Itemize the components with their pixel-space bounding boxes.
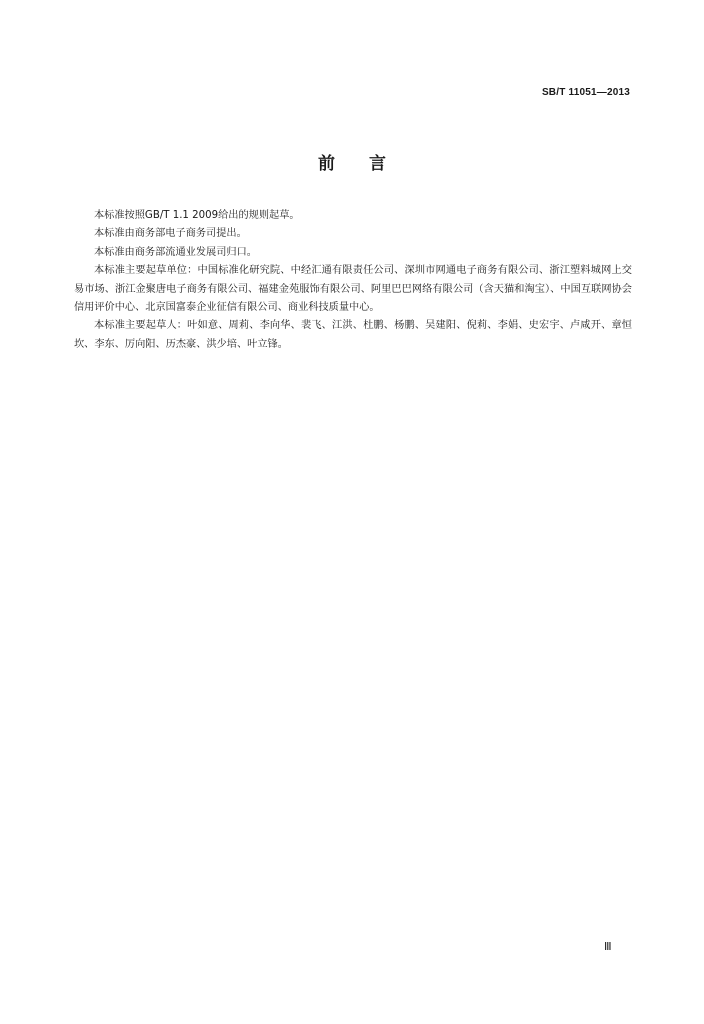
standard-code: SB/T 11051—2013 [541,87,630,98]
paragraph-drafting-rules: 本标准按照GB/T 1.1 2009给出的规则起草。 [94,210,300,221]
page-title: 前言 [318,154,420,174]
paragraph-proposer: 本标准由商务部电子商务司提出。 [94,228,247,240]
paragraph-administrator: 本标准由商务部流通业发展司归口。 [94,246,257,258]
paragraph-drafting-units: 本标准主要起草单位：中国标准化研究院、中经汇通有限责任公司、深圳市网通电子商务有限公司、浙江塑料城网上交易市场、浙江金聚唐电子商务有限公司、福建金苑服饰有限公司、阿里巴巴网络有限公司（含天猫和淘宝）、中国互联网协会信用评价中心、北京国富泰企业征信有限公司、商业科技质量中心。 [74,265,632,314]
page-number: Ⅲ [604,941,612,953]
paragraph-drafters: 本标准主要起草人：叶如意、周莉、李向华、裴飞、江洪、杜鹏、杨鹏、吴建阳、倪莉、李娟、史宏宇、卢咸开、章恒坎、李东、厉向阳、历杰豪、洪少培、叶立锋。 [74,320,632,350]
preface-body [74,207,632,354]
